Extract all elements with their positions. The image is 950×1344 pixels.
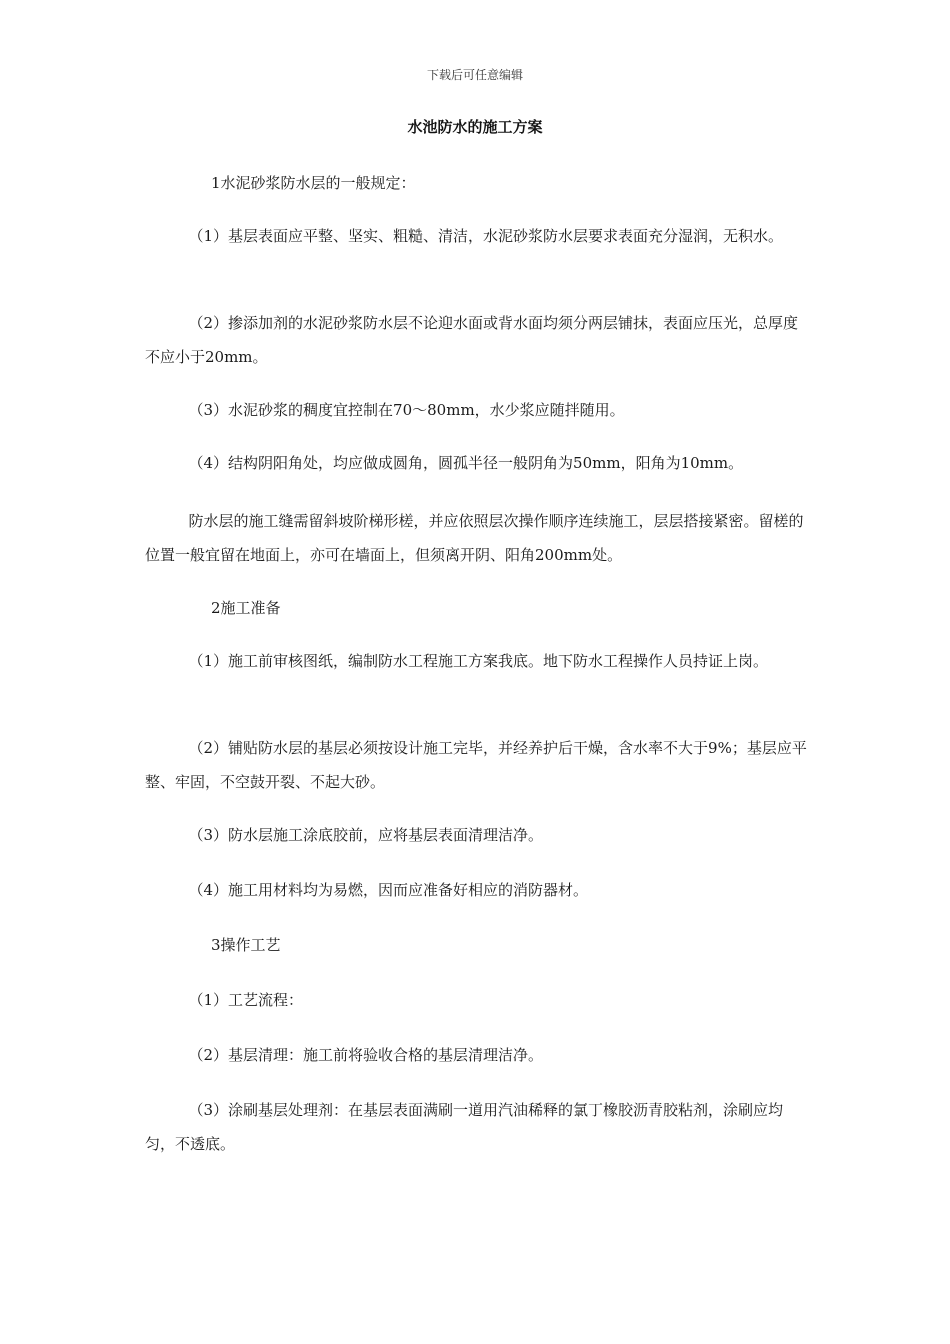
paragraph: （1）施工前审核图纸，编制防水工程施工方案我底。地下防水工程操作人员持证上岗。 xyxy=(188,652,769,670)
document-title: 水池防水的施工方案 xyxy=(407,118,543,136)
paragraph: （4）施工用材料均为易燃，因而应准备好相应的消防器材。 xyxy=(188,881,589,899)
header-note: 下载后可任意编辑 xyxy=(426,68,523,82)
paragraph: （2）基层清理：施工前将验收合格的基层清理洁净。 xyxy=(188,1046,544,1064)
section-heading-3: 3操作工艺 xyxy=(211,936,281,954)
paragraph: （3）水泥砂浆的稠度宜控制在70～80mm，水少浆应随拌随用。 xyxy=(188,401,625,419)
paragraph: （2）掺添加剂的水泥砂浆防水层不论迎水面或背水面均须分两层铺抹，表面应压光，总厚度不应小于20mm。 xyxy=(145,314,799,366)
paragraph: 防水层的施工缝需留斜坡阶梯形槎，并应依照层次操作顺序连续施工，层层搭接紧密。留槎的位置一般宜留在地面上，亦可在墙面上，但须离开阴、阳角200mm处。 xyxy=(145,512,804,564)
paragraph: （1）工艺流程： xyxy=(188,991,304,1009)
paragraph: （4）结构阴阳角处，均应做成圆角，圆孤半径一般阴角为50mm，阳角为10mm。 xyxy=(188,454,744,472)
section-heading-1: 1水泥砂浆防水层的一般规定： xyxy=(211,174,416,192)
paragraph: （2）铺贴防水层的基层必须按设计施工完毕，并经养护后干燥，含水率不大于9%；基层应平整、牢固，不空鼓开裂、不起大砂。 xyxy=(145,739,807,791)
paragraph: （1）基层表面应平整、坚实、粗糙、清洁，水泥砂浆防水层要求表面充分湿润，无积水。 xyxy=(188,227,784,245)
section-heading-2: 2施工准备 xyxy=(211,599,281,617)
paragraph: （3）防水层施工涂底胶前，应将基层表面清理洁净。 xyxy=(188,826,544,844)
paragraph: （3）涂刷基层处理剂：在基层表面满刷一道用汽油稀释的氯丁橡胶沥青胶粘剂，涂刷应均匀，不透底。 xyxy=(145,1101,784,1153)
